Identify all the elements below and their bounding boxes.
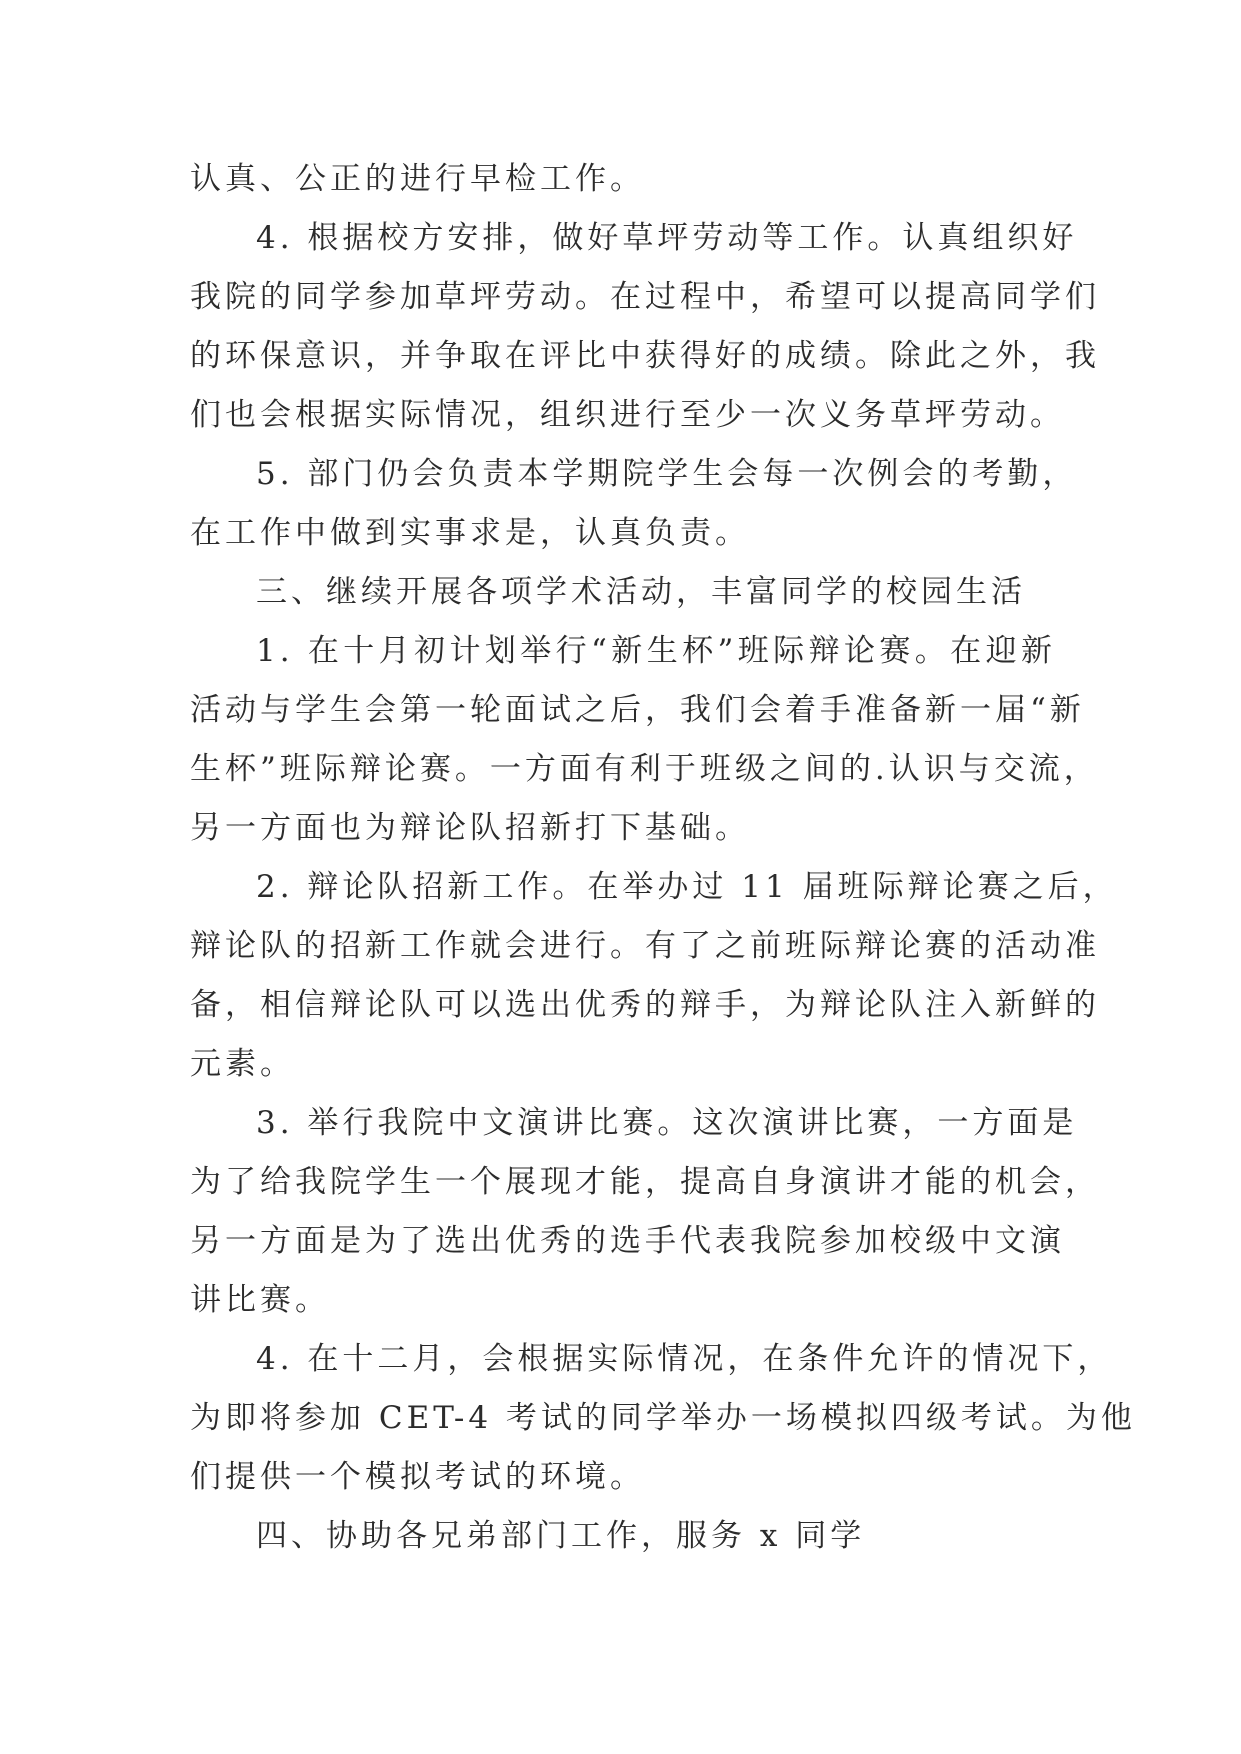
text-line: 活动与学生会第一轮面试之后，我们会着手准备新一届“新 xyxy=(190,692,1085,728)
text-line: 4. 根据校方安排，做好草坪劳动等工作。认真组织好 xyxy=(256,220,1078,256)
text-line: 另一方面是为了选出优秀的选手代表我院参加校级中文演 xyxy=(190,1223,1065,1259)
text-line: 四、协助各兄弟部门工作，服务 x 同学 xyxy=(256,1518,866,1554)
document-body xyxy=(190,150,1136,1566)
text-line: 生杯”班际辩论赛。一方面有利于班级之间的.认识与交流， xyxy=(190,751,1099,787)
text-line: 5. 部门仍会负责本学期院学生会每一次例会的考勤， xyxy=(256,456,1078,492)
text-line: 4. 在十二月，会根据实际情况，在条件允许的情况下， xyxy=(256,1341,1113,1377)
text-line: 元素。 xyxy=(190,1046,295,1082)
text-line: 为即将参加 CET-4 考试的同学举办一场模拟四级考试。为他 xyxy=(190,1400,1136,1436)
text-line: 认真、公正的进行早检工作。 xyxy=(190,161,645,197)
text-line: 讲比赛。 xyxy=(190,1282,330,1318)
text-line: 为了给我院学生一个展现才能，提高自身演讲才能的机会， xyxy=(190,1164,1100,1200)
text-line: 2. 辩论队招新工作。在举办过 11 届班际辩论赛之后， xyxy=(256,869,1118,905)
text-line: 三、继续开展各项学术活动，丰富同学的校园生活 xyxy=(256,574,1026,610)
text-line: 另一方面也为辩论队招新打下基础。 xyxy=(190,810,750,846)
text-line: 的环保意识，并争取在评比中获得好的成绩。除此之外，我 xyxy=(190,338,1100,374)
text-line: 们也会根据实际情况，组织进行至少一次义务草坪劳动。 xyxy=(190,397,1065,433)
text-line: 在工作中做到实事求是，认真负责。 xyxy=(190,515,750,551)
text-line: 3. 举行我院中文演讲比赛。这次演讲比赛，一方面是 xyxy=(256,1105,1078,1141)
text-line: 们提供一个模拟考试的环境。 xyxy=(190,1459,645,1495)
text-line: 备，相信辩论队可以选出优秀的辩手，为辩论队注入新鲜的 xyxy=(190,987,1100,1023)
text-line: 我院的同学参加草坪劳动。在过程中，希望可以提高同学们 xyxy=(190,279,1100,315)
text-line: 1. 在十月初计划举行“新生杯”班际辩论赛。在迎新 xyxy=(256,633,1056,669)
text-line: 辩论队的招新工作就会进行。有了之前班际辩论赛的活动准 xyxy=(190,928,1100,964)
